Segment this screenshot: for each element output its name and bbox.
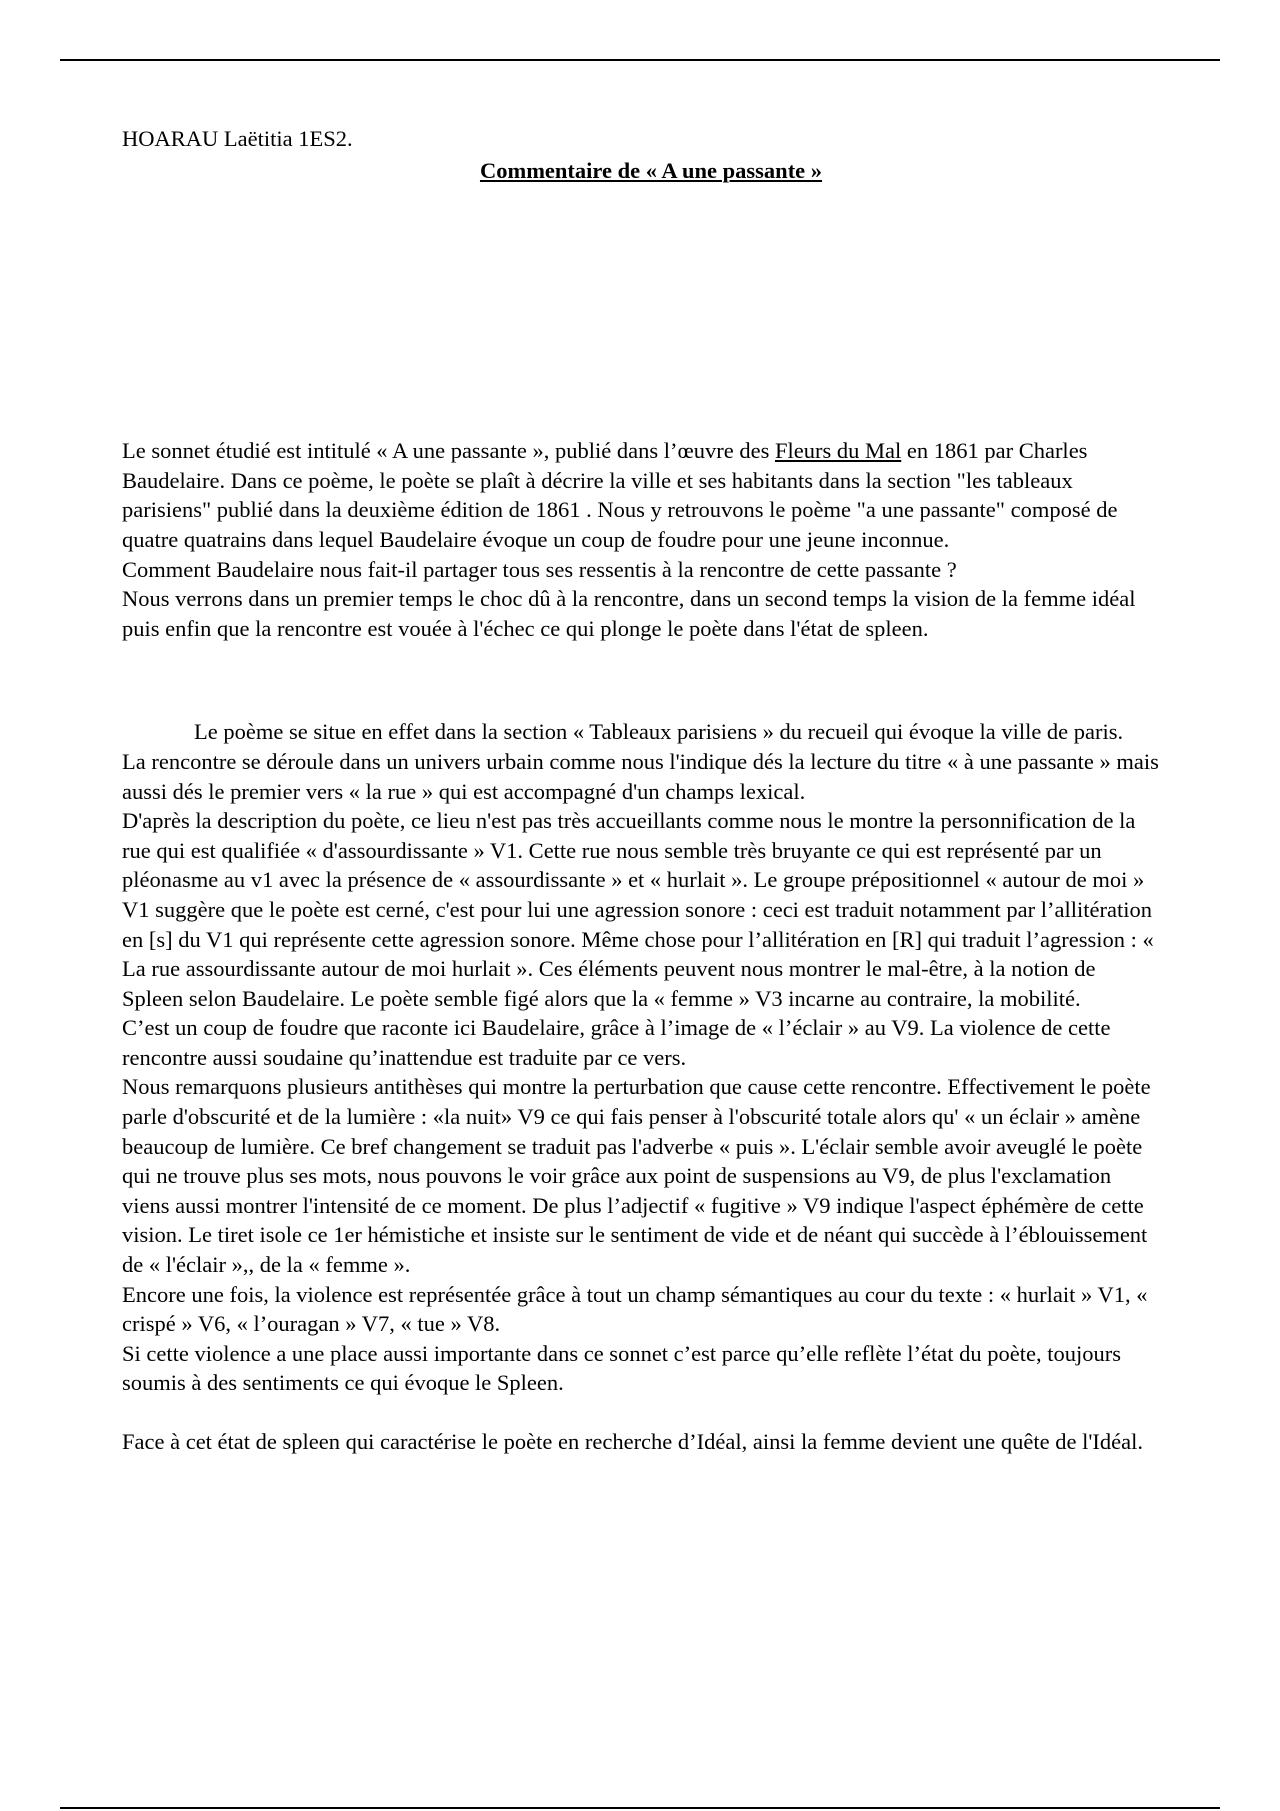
document-title: Commentaire de « A une passante »: [479, 157, 823, 183]
author-line: HOARAU Laëtitia 1ES2.: [122, 126, 353, 151]
body-paragraph-5: Nous remarquons plusieurs antithèses qui montre la perturbation que cause cette rencontre. Effectivement le poète parle d'obscurité et de la lumière : «la nuit» V9 ce qui fais penser à l'obscurité totale alors qu' « un éclair » amène beaucoup de lumière. Ce bref changement se traduit pas l'adverbe « puis ». L'éclair semble avoir aveuglé le poète qui ne trouve plus ses mots, nous pouvons le voir grâce aux point de suspensions au V9, de plus l'exclamation viens aussi montrer l'intensité de ce moment. De plus l’adjectif « fugitive » V9 indique l'aspect éphémère de cette vision. Le tiret isole ce 1er hémistiche et insiste sur le sentiment de vide et de néant qui succède à l’éblouissement de « l'éclair »,, de la « femme ».: [122, 1074, 1151, 1278]
body-paragraph-2: La rencontre se déroule dans un univers urbain comme nous l'indique dés la lecture du titre « à une passante » mais aussi dés le premier vers « la rue » qui est accompagné d'un champs lexical.: [122, 748, 1159, 804]
body-paragraph-6: Encore une fois, la violence est représentée grâce à tout un champ sémantiques au cour du texte : « hurlait » V1, « crispé » V6, « l’ouragan » V7, « tue » V8.: [122, 1281, 1148, 1337]
footer-rule: [60, 1807, 1220, 1809]
intro-text-start: Le sonnet étudié est intitulé « A une passante », publié dans l’œuvre des: [122, 438, 775, 464]
body-paragraph-7: Si cette violence a une place aussi importante dans ce sonnet c’est parce qu’elle reflète l’état du poète, toujours soumis à des sentiments ce qui évoque le Spleen.: [122, 1340, 1121, 1396]
body-paragraph-4: C’est un coup de foudre que raconte ici Baudelaire, grâce à l’image de « l’éclair » au V9. La violence de cette rencontre aussi soudaine qu’inattendue est traduite par ce vers.: [122, 1015, 1111, 1070]
problem-question: Comment Baudelaire nous fait-il partager tous ses ressentis à la rencontre de cette passante ?: [122, 556, 957, 582]
intro-text-end: en 1861 par Charles Baudelaire. Dans ce poème, le poète se plaît à décrire la ville et ses habitants dans la section "les tableaux parisiens" publié dans la deuxième édition de 1861 . Nous y retrouvons le poème "a une passante" composé de quatre quatrains dans lequel Baudelaire évoque un coup de foudre pour une jeune inconnue.: [122, 438, 1118, 552]
intro-paragraph: [122, 436, 1162, 554]
body-paragraph-1: Le poème se situe en effet dans la section « Tableaux parisiens » du recueil qui évoque la ville de paris.: [194, 719, 1124, 745]
transition-paragraph: Face à cet état de spleen qui caractérise le poète en recherche d’Idéal, ainsi la femme devient une quête de l'Idéal.: [122, 1429, 1144, 1454]
header-rule: [60, 59, 1220, 61]
body-paragraph-3: D'après la description du poète, ce lieu n'est pas très accueillants comme nous le montre la personnification de la rue qui est qualifiée « d'assourdissante » V1. Cette rue nous semble très bruyante ce qui est représenté par un pléonasme au v1 avec la présence de « assourdissante » et « hurlait ». Le groupe prépositionnel « autour de moi » V1 suggère que le poète est cerné, c'est pour lui une agression sonore : ceci est traduit notamment par l’allitération en [s] du V1 qui représente cette agression sonore. Même chose pour l’allitération en [R] qui traduit l’agression : « La rue assourdissante autour de moi hurlait ». Ces éléments peuvent nous montrer le mal-être, à la notion de Spleen selon Baudelaire. Le poète semble figé alors que la « femme » V3 incarne au contraire, la mobilité.: [122, 808, 1154, 1011]
book-title: Fleurs du Mal: [774, 438, 902, 464]
document-body: [122, 124, 1162, 1457]
plan-announcement: Nous verrons dans un premier temps le choc dû à la rencontre, dans un second temps la vision de la femme idéal puis enfin que la rencontre est vouée à l'échec ce qui plonge le poète dans l'état de spleen.: [122, 586, 1136, 641]
